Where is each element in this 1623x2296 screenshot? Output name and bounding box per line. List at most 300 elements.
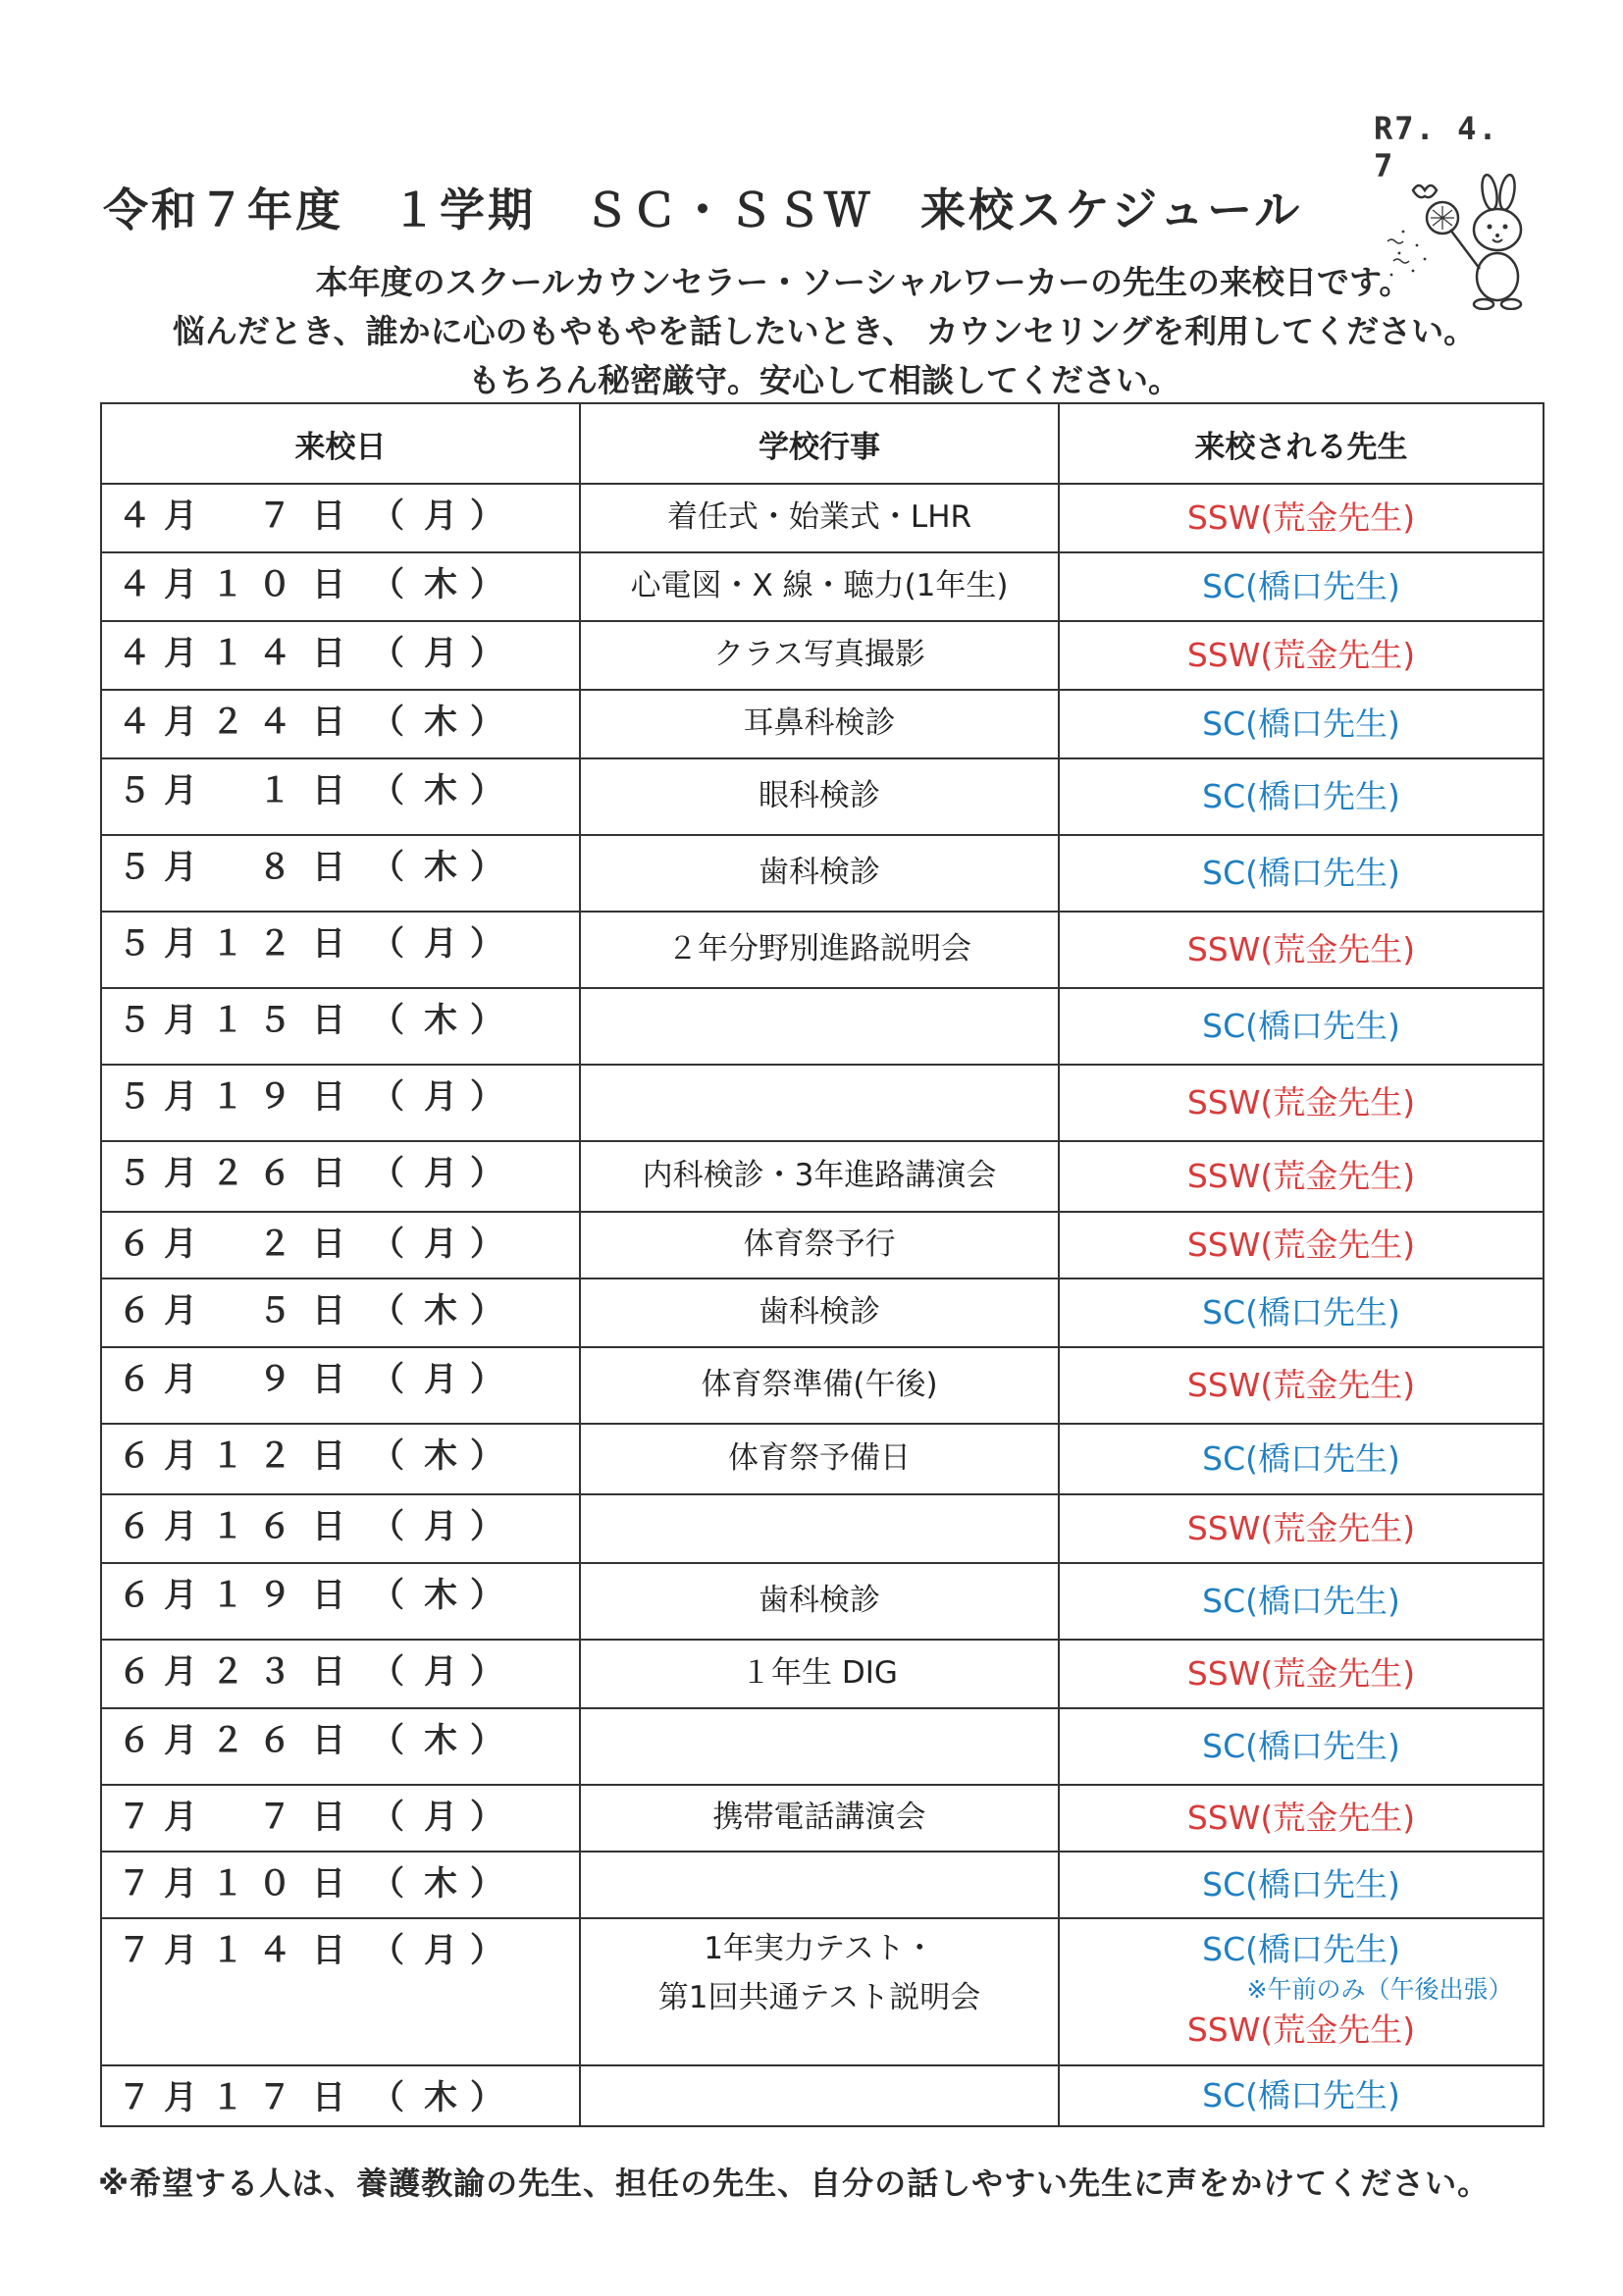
school-event-cell [580,2065,1059,2126]
date-day-unit: 日 [312,1291,345,1331]
date-weekday: 木 [424,1576,457,1615]
date-paren-close: ） [470,924,503,964]
date-paren-open: （ [371,565,404,604]
date-day-unit: 日 [312,1721,345,1760]
date-month: ６ [118,1291,151,1331]
teacher-name: SC(橋口先生) [1202,2076,1400,2115]
teacher-cell [1059,1563,1544,1640]
date-day-ones: ７ [258,1798,291,1837]
school-event-text: 体育祭予行 [743,1226,896,1263]
visit-date-cell [101,1708,580,1785]
school-event-text: 眼科検診 [759,778,880,814]
header-school-event: 学校行事 [580,403,1059,484]
teacher-cell [1059,835,1544,912]
date-weekday: 木 [424,703,457,742]
date-day-ones: ４ [258,634,291,673]
date-month: ６ [118,1225,151,1264]
date-day-unit: 日 [312,1001,345,1040]
teacher-cell [1059,1918,1544,2065]
teacher-cell [1059,690,1544,758]
date-paren-close: ） [470,703,503,742]
table-row [101,1640,1544,1708]
teacher-cell [1059,552,1544,621]
table-row [101,484,1544,552]
date-paren-close: ） [470,1931,503,1970]
teacher-name: SC(橋口先生) [1202,777,1400,816]
date-day-ones: ８ [258,848,291,887]
school-event-text: 歯科検診 [759,855,880,891]
date-day-unit: 日 [312,1798,345,1837]
school-event-cell [580,1065,1059,1141]
date-weekday: 木 [424,1001,457,1040]
table-row [101,1278,1544,1347]
date-month-unit: 月 [164,1576,197,1615]
date-day-tens: １ [211,634,244,673]
date-paren-open: （ [371,1001,404,1040]
visit-date-cell [101,1785,580,1852]
date-month-unit: 月 [164,1436,197,1476]
date-weekday: 月 [424,1931,457,1970]
date-day-ones: ４ [258,703,291,742]
date-weekday: 月 [424,1154,457,1193]
school-event-cell [580,621,1059,690]
date-month: ５ [118,1001,151,1040]
table-row [101,758,1544,835]
teacher-name: SSW(荒金先生) [1186,498,1416,538]
teacher-name: SC(橋口先生) [1202,1439,1400,1479]
date-month: ５ [118,848,151,887]
visit-date-cell [101,1563,580,1640]
teacher-cell [1059,1852,1544,1918]
date-day-ones: ９ [258,1576,291,1615]
date-day-unit: 日 [312,496,345,536]
visit-date-cell [101,1424,580,1494]
teacher-name: SSW(荒金先生) [1186,1226,1416,1265]
visit-date-cell [101,1494,580,1563]
date-month-unit: 月 [164,1154,197,1193]
date-month-unit: 月 [164,496,197,536]
date-weekday: 木 [424,1864,457,1904]
date-day-unit: 日 [312,1652,345,1692]
school-event-cell [580,1563,1059,1640]
date-paren-open: （ [371,1931,404,1970]
date-month: ４ [118,634,151,673]
table-row [101,835,1544,912]
date-day-tens: １ [211,565,244,604]
date-day-ones: ２ [258,924,291,964]
date-paren-open: （ [371,1291,404,1331]
date-day-ones: ４ [258,1931,291,1970]
school-event-text: 内科検診・3年進路講演会 [642,1158,997,1194]
date-day-ones: ２ [258,1436,291,1476]
date-paren-close: ） [470,1436,503,1476]
school-event-cell [580,1141,1059,1212]
date-month-unit: 月 [164,771,197,810]
page-title: 令和７年度 １学期 ＳＣ・ＳＳＷ 来校スケジュール [103,183,1303,236]
visit-date-cell [101,758,580,835]
teacher-name: SC(橋口先生) [1202,854,1400,893]
date-paren-open: （ [371,1225,404,1264]
date-month: ７ [118,2078,151,2117]
date-paren-close: ） [470,1576,503,1615]
teacher-cell [1059,1785,1544,1852]
date-paren-close: ） [470,771,503,810]
teacher-name: SC(橋口先生) [1202,1727,1400,1766]
date-paren-close: ） [470,1291,503,1331]
date-day-unit: 日 [312,703,345,742]
date-month: ７ [118,1864,151,1904]
table-row [101,912,1544,988]
date-month: ４ [118,496,151,536]
school-event-cell [580,1918,1059,2065]
date-day-tens: ２ [211,1154,244,1193]
document-date: R7. 4. 7 [1374,110,1499,184]
school-event-text: 着任式・始業式・LHR [666,499,972,536]
date-month: ６ [118,1576,151,1615]
school-event-cell [580,912,1059,988]
date-day-ones: ５ [258,1001,291,1040]
date-weekday: 木 [424,1291,457,1331]
schedule-body [101,484,1544,2126]
visit-date-cell [101,988,580,1065]
date-day-tens: ２ [211,703,244,742]
date-day-tens: １ [211,1864,244,1904]
date-day-tens: １ [211,1001,244,1040]
teacher-name: SSW(荒金先生) [1186,636,1416,675]
date-day-unit: 日 [312,565,345,604]
school-event-cell [580,1852,1059,1918]
school-event-cell [580,1640,1059,1708]
date-paren-open: （ [371,1798,404,1837]
date-month: ４ [118,565,151,604]
school-event-text: クラス写真撮影 [712,637,926,673]
school-event-cell [580,690,1059,758]
date-day-unit: 日 [312,2078,345,2117]
visit-date-cell [101,912,580,988]
date-month-unit: 月 [164,1291,197,1331]
date-day-unit: 日 [312,1436,345,1476]
teacher-name: SC(橋口先生) [1202,1865,1400,1905]
date-month: ５ [118,771,151,810]
date-day-ones: ５ [258,1291,291,1331]
teacher-name: SSW(荒金先生) [1186,1799,1416,1838]
date-day-unit: 日 [312,1360,345,1399]
date-month-unit: 月 [164,634,197,673]
date-day-unit: 日 [312,1864,345,1904]
date-month-unit: 月 [164,924,197,964]
date-paren-close: ） [470,1864,503,1904]
teacher-cell [1059,484,1544,552]
date-month-unit: 月 [164,1652,197,1692]
footer-note: ※希望する人は、養護教諭の先生、担任の先生、自分の話しやすい先生に声をかけてください。 [98,2165,1491,2202]
date-weekday: 月 [424,924,457,964]
date-paren-open: （ [371,924,404,964]
teacher-cell [1059,988,1544,1065]
table-row [101,2065,1544,2126]
date-day-unit: 日 [312,924,345,964]
date-month: ６ [118,1436,151,1476]
teacher-name-secondary: SSW(荒金先生) [1186,2010,1416,2049]
date-day-unit: 日 [312,1507,345,1546]
school-event-text: 歯科検診 [759,1583,880,1619]
date-month-unit: 月 [164,1798,197,1837]
table-row [101,1852,1544,1918]
school-event-cell [580,1278,1059,1347]
date-day-unit: 日 [312,1576,345,1615]
table-header-row [101,403,1544,484]
date-weekday: 木 [424,1436,457,1476]
date-weekday: 月 [424,1225,457,1264]
visit-date-cell [101,1278,580,1347]
date-paren-close: ） [470,1077,503,1117]
teacher-cell [1059,1640,1544,1708]
date-paren-close: ） [470,848,503,887]
school-event-cell [580,1347,1059,1424]
date-month: ７ [118,1931,151,1970]
teacher-name: SC(橋口先生) [1202,1293,1400,1332]
intro-line-1: 本年度のスクールカウンセラー・ソーシャルワーカーの先生の来校日です。 [315,263,1412,301]
date-day-ones: ７ [258,2078,291,2117]
date-day-ones: ６ [258,1507,291,1546]
school-event-cell [580,1708,1059,1785]
teacher-name: SC(橋口先生) [1202,704,1400,744]
date-month-unit: 月 [164,1864,197,1904]
teacher-name: SSW(荒金先生) [1186,1366,1416,1405]
date-month-unit: 月 [164,1507,197,1546]
date-weekday: 木 [424,771,457,810]
date-paren-open: （ [371,1077,404,1117]
teacher-cell [1059,1347,1544,1424]
date-month: ６ [118,1507,151,1546]
date-month: ６ [118,1652,151,1692]
date-month-unit: 月 [164,1360,197,1399]
visit-date-cell [101,1852,580,1918]
table-row [101,621,1544,690]
school-event-text: 心電図・X 線・聴力(1年生) [630,568,1009,604]
date-day-unit: 日 [312,1154,345,1193]
date-day-unit: 日 [312,634,345,673]
date-weekday: 月 [424,1798,457,1837]
date-day-ones: １ [258,771,291,810]
date-month-unit: 月 [164,703,197,742]
date-day-ones: ７ [258,496,291,536]
date-day-ones: ０ [258,1864,291,1904]
school-event-cell [580,988,1059,1065]
table-row [101,988,1544,1065]
school-event-text: 耳鼻科検診 [743,705,896,742]
date-paren-open: （ [371,2078,404,2117]
date-day-unit: 日 [312,771,345,810]
date-day-tens: １ [211,1931,244,1970]
date-paren-open: （ [371,1154,404,1193]
school-event-text: 携帯電話講演会 [712,1800,926,1836]
date-day-tens: １ [211,1436,244,1476]
date-month-unit: 月 [164,2078,197,2117]
teacher-name: SC(橋口先生) [1202,1007,1400,1046]
date-paren-close: ） [470,634,503,673]
date-month-unit: 月 [164,1225,197,1264]
teacher-cell [1059,2065,1544,2126]
date-paren-close: ） [470,496,503,536]
teacher-name: SSW(荒金先生) [1186,1157,1416,1196]
visit-date-cell [101,690,580,758]
table-row [101,1424,1544,1494]
school-event-cell [580,1424,1059,1494]
visit-date-cell [101,2065,580,2126]
date-day-tens: １ [211,924,244,964]
date-paren-open: （ [371,496,404,536]
table-row [101,1494,1544,1563]
date-day-ones: ０ [258,565,291,604]
date-day-tens: １ [211,1576,244,1615]
date-month-unit: 月 [164,1721,197,1760]
date-paren-close: ） [470,1721,503,1760]
visit-date-cell [101,552,580,621]
date-day-unit: 日 [312,1931,345,1970]
date-paren-open: （ [371,1721,404,1760]
teacher-cell [1059,1065,1544,1141]
date-weekday: 月 [424,1077,457,1117]
intro-line-3: もちろん秘密厳守。安心して相談してください。 [468,361,1180,399]
visit-date-cell [101,1918,580,2065]
date-paren-open: （ [371,1436,404,1476]
header-teacher: 来校される先生 [1059,403,1544,484]
date-month: ５ [118,1077,151,1117]
teacher-name: SC(橋口先生) [1202,1930,1400,1968]
teacher-cell [1059,621,1544,690]
visit-date-cell [101,835,580,912]
date-paren-open: （ [371,1864,404,1904]
date-paren-close: ） [470,1225,503,1264]
school-event-text: ２年分野別進路説明会 [667,931,971,967]
date-day-unit: 日 [312,1077,345,1117]
date-weekday: 月 [424,1507,457,1546]
date-day-tens: １ [211,2078,244,2117]
teacher-cell [1059,1278,1544,1347]
school-event-cell [580,758,1059,835]
school-event-text-line2: 第1回共通テスト説明会 [657,1979,981,2015]
date-paren-close: ） [470,2078,503,2117]
teacher-name: SSW(荒金先生) [1186,930,1416,969]
teacher-cell [1059,1212,1544,1278]
table-row [101,1785,1544,1852]
teacher-note: ※午前のみ（午後出張） [1246,1974,1513,2004]
date-weekday: 木 [424,2078,457,2117]
header-visit-date: 来校日 [101,403,580,484]
date-day-ones: ６ [258,1721,291,1760]
visit-date-cell [101,1212,580,1278]
date-paren-open: （ [371,848,404,887]
date-month-unit: 月 [164,1001,197,1040]
school-event-cell [580,1212,1059,1278]
table-row [101,1141,1544,1212]
date-paren-open: （ [371,1652,404,1692]
teacher-cell [1059,1494,1544,1563]
teacher-cell [1059,758,1544,835]
table-row [101,552,1544,621]
date-month-unit: 月 [164,565,197,604]
date-weekday: 木 [424,565,457,604]
date-month-unit: 月 [164,1077,197,1117]
school-event-cell [580,552,1059,621]
date-paren-close: ） [470,1652,503,1692]
school-event-text: １年生 DIG [741,1655,898,1692]
date-weekday: 木 [424,848,457,887]
date-paren-close: ） [470,1507,503,1546]
date-weekday: 月 [424,634,457,673]
date-paren-open: （ [371,1576,404,1615]
date-paren-close: ） [470,565,503,604]
school-event-text: 体育祭準備(午後) [701,1367,938,1403]
schedule-table [100,402,1544,2127]
date-weekday: 月 [424,1360,457,1399]
teacher-name: SSW(荒金先生) [1186,1509,1416,1548]
date-weekday: 木 [424,1721,457,1760]
date-day-unit: 日 [312,848,345,887]
date-paren-close: ） [470,1154,503,1193]
teacher-cell [1059,1424,1544,1494]
teacher-cell [1059,912,1544,988]
school-event-text: 体育祭予備日 [728,1440,911,1477]
school-event-cell [580,484,1059,552]
date-paren-open: （ [371,703,404,742]
school-event-cell [580,835,1059,912]
date-day-ones: ６ [258,1154,291,1193]
date-month: ４ [118,703,151,742]
teacher-cell [1059,1141,1544,1212]
date-month: ６ [118,1360,151,1399]
date-paren-close: ） [470,1360,503,1399]
table-row [101,1212,1544,1278]
date-day-tens: １ [211,1507,244,1546]
visit-date-cell [101,1065,580,1141]
table-row [101,1347,1544,1424]
date-paren-open: （ [371,1507,404,1546]
table-row [101,1065,1544,1141]
date-month-unit: 月 [164,1931,197,1970]
date-day-ones: ２ [258,1225,291,1264]
visit-date-cell [101,1347,580,1424]
school-event-cell [580,1785,1059,1852]
visit-date-cell [101,621,580,690]
intro-line-2: 悩んだとき、誰かに心のもやもやを話したいとき、 カウンセリングを利用してください。 [172,312,1477,350]
school-event-text: 1年実力テスト・ [704,1931,935,1966]
date-day-unit: 日 [312,1225,345,1264]
teacher-name: SSW(荒金先生) [1186,1654,1416,1694]
teacher-name: SC(橋口先生) [1202,567,1400,606]
date-paren-open: （ [371,771,404,810]
date-month: ７ [118,1798,151,1837]
visit-date-cell [101,1141,580,1212]
date-weekday: 月 [424,1652,457,1692]
teacher-name: SC(橋口先生) [1202,1582,1400,1621]
date-month: ５ [118,1154,151,1193]
date-weekday: 月 [424,496,457,536]
teacher-cell [1059,1708,1544,1785]
visit-date-cell [101,1640,580,1708]
date-day-ones: ３ [258,1652,291,1692]
date-paren-open: （ [371,634,404,673]
date-day-ones: ９ [258,1360,291,1399]
date-paren-close: ） [470,1001,503,1040]
teacher-name: SSW(荒金先生) [1186,1083,1416,1122]
school-event-cell [580,1494,1059,1563]
table-row [101,690,1544,758]
date-day-tens: ２ [211,1721,244,1760]
school-event-text: 歯科検診 [759,1294,880,1331]
date-paren-open: （ [371,1360,404,1399]
date-day-tens: １ [211,1077,244,1117]
